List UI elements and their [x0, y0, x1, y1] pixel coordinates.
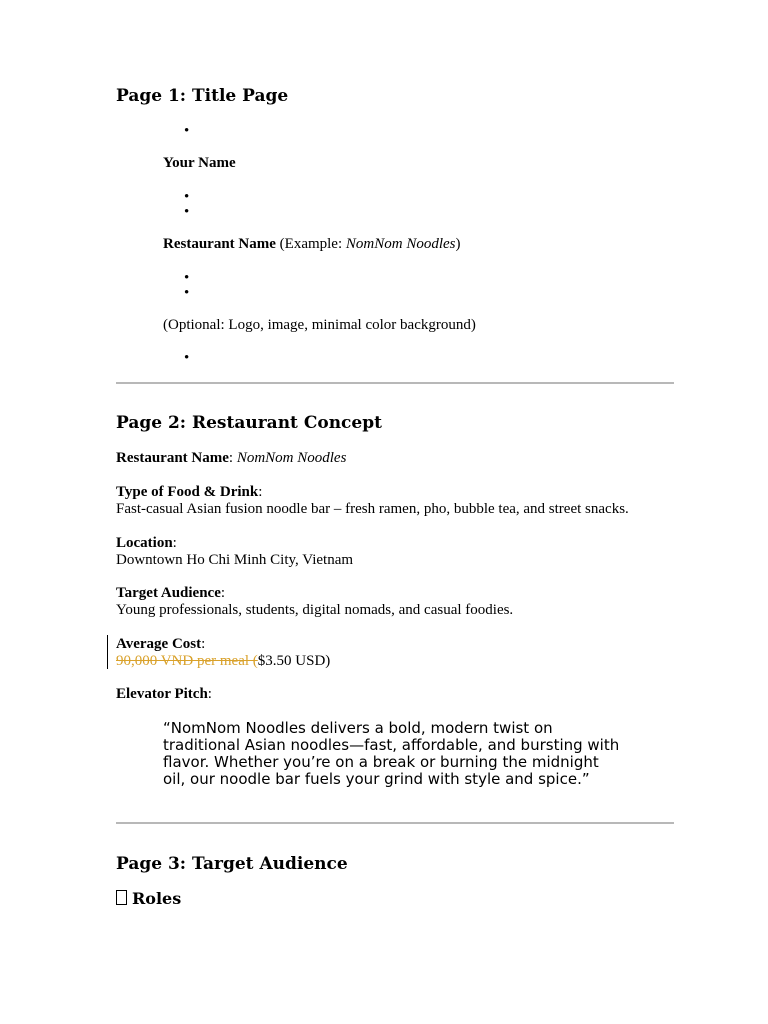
field-value: Fast-casual Asian fusion noodle bar – fresh ramen, pho, bubble tea, and street snacks.	[116, 501, 629, 517]
page1-heading: Page 1: Title Page	[116, 86, 289, 106]
list-bullet: •	[184, 350, 190, 366]
field-colon: :	[220, 585, 226, 601]
list-bullet: •	[184, 270, 190, 286]
field-label: Elevator Pitch	[116, 686, 208, 702]
field-label: Average Cost	[116, 636, 202, 652]
track-change-bar	[107, 635, 108, 669]
example-value: NomNom Noodles	[345, 236, 456, 252]
list-bullet: •	[184, 123, 190, 139]
location-field	[116, 535, 353, 569]
example-prefix: (Example:	[275, 236, 346, 252]
field-value: NomNom Noodles	[236, 450, 347, 466]
roles-heading	[116, 889, 181, 908]
field-label: Target Audience	[116, 585, 221, 601]
food-type-field	[116, 484, 629, 518]
your-name-label: Your Name	[163, 155, 236, 171]
field-colon: :	[172, 535, 177, 551]
restaurant-name-line	[163, 236, 460, 253]
field-colon: :	[207, 686, 212, 702]
restaurant-name-field	[116, 450, 346, 467]
list-bullet: •	[184, 204, 190, 220]
restaurant-name-label: Restaurant Name	[163, 236, 276, 252]
average-cost-field	[116, 636, 330, 670]
missing-glyph-icon	[116, 890, 127, 905]
roles-label: Roles	[132, 889, 182, 908]
page3-heading: Page 3: Target Audience	[116, 854, 348, 874]
field-label: Location	[116, 535, 173, 551]
list-bullet: •	[184, 189, 190, 205]
field-colon: :	[201, 636, 206, 652]
field-value: $3.50 USD)	[257, 653, 331, 669]
section-divider	[116, 382, 674, 384]
field-value: Downtown Ho Chi Minh City, Vietnam	[116, 552, 354, 568]
field-label: Restaurant Name	[116, 450, 229, 466]
page2-heading: Page 2: Restaurant Concept	[116, 413, 382, 433]
field-label: Type of Food & Drink	[116, 484, 259, 500]
example-suffix: )	[455, 236, 461, 252]
field-value: Young professionals, students, digital nomads, and casual foodies.	[116, 602, 514, 618]
deleted-text: 90,000 VND per meal (	[116, 653, 258, 669]
section-divider	[116, 822, 674, 824]
elevator-pitch-quote: “NomNom Noodles delivers a bold, modern twist on traditional Asian noodles—fast, affordable, and bursting with flavor. Whether you’re on a break or burning the midnight oil, our noodle bar fuels your grind with style and spice.”	[163, 719, 620, 788]
target-audience-field	[116, 585, 513, 619]
elevator-pitch-label-line	[116, 686, 212, 703]
list-bullet: •	[184, 285, 190, 301]
field-colon: :	[228, 450, 234, 466]
optional-note: (Optional: Logo, image, minimal color background)	[163, 317, 476, 333]
field-colon: :	[258, 484, 263, 500]
